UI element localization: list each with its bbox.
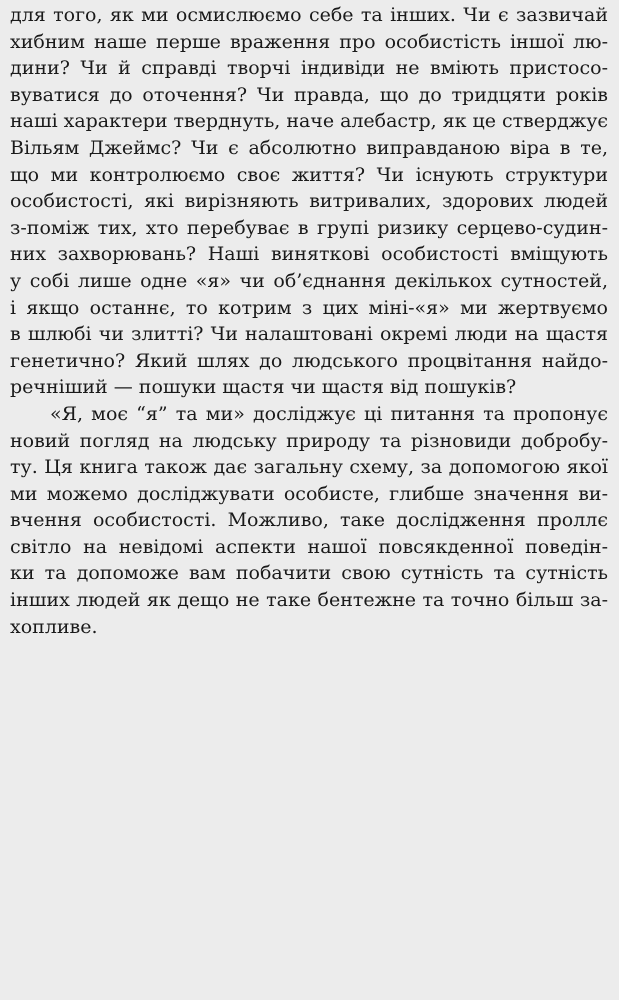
text-line: у собі лише одне «я» чи об’єднання декількох сутностей, [10,269,608,292]
text-line: наші характери тверднуть, наче алебастр, як це стверджує [10,110,609,133]
body-text [10,2,608,640]
text-line: світло на невідомі аспекти нашої повсякденної поведін- [10,535,608,558]
text-line: інших людей як дещо не таке бентежне та точно більш за- [10,589,608,612]
text-line: в шлюбі чи злитті? Чи налаштовані окремі люди на щастя [10,323,608,346]
text-line: вчення особистості. Можливо, таке дослідження проллє [10,509,608,532]
text-line: ки та допоможе вам побачити свою сутність та сутність [10,562,608,585]
paragraph-1 [10,2,608,401]
text-line: особистості, які вирізняють витривалих, здорових людей [10,190,608,213]
text-line: них захворювань? Наші виняткові особистості вміщують [10,243,608,266]
text-line: дини? Чи й справді творчі індивіди не вміють пристосо- [10,57,608,80]
text-line: хопливе. [10,615,98,638]
text-line: новий погляд на людську природу та різновиди добробу- [10,429,608,452]
text-line: з-поміж тих, хто перебуває в групі ризику серцево-судин- [10,216,608,239]
text-line: генетично? Який шлях до людського процвітання найдо- [10,349,608,372]
text-line: вуватися до оточення? Чи правда, що до тридцяти років [10,83,608,106]
text-line: «Я, моє “я” та ми» досліджує ці питання та пропонує [50,402,608,425]
text-line: для того, як ми осмислюємо себе та інших. Чи є зазвичай [10,4,608,26]
text-line: і якщо останнє, то котрим з цих міні-«я» ми жертвуємо [10,296,608,319]
paragraph-2 [10,401,608,640]
text-line: ту. Ця книга також дає загальну схему, за допомогою якої [10,456,608,479]
text-line: Вільям Джеймс? Чи є абсолютно виправданою віра в те, [10,136,608,159]
text-line: ми можемо досліджувати особисте, глибше значення ви- [10,482,608,505]
text-line: хибним наше перше враження про особистість іншої лю- [10,30,608,53]
text-line: речніший — пошуки щастя чи щастя від пошуків? [10,376,517,399]
text-line: що ми контролюємо своє життя? Чи існують структури [10,163,608,186]
